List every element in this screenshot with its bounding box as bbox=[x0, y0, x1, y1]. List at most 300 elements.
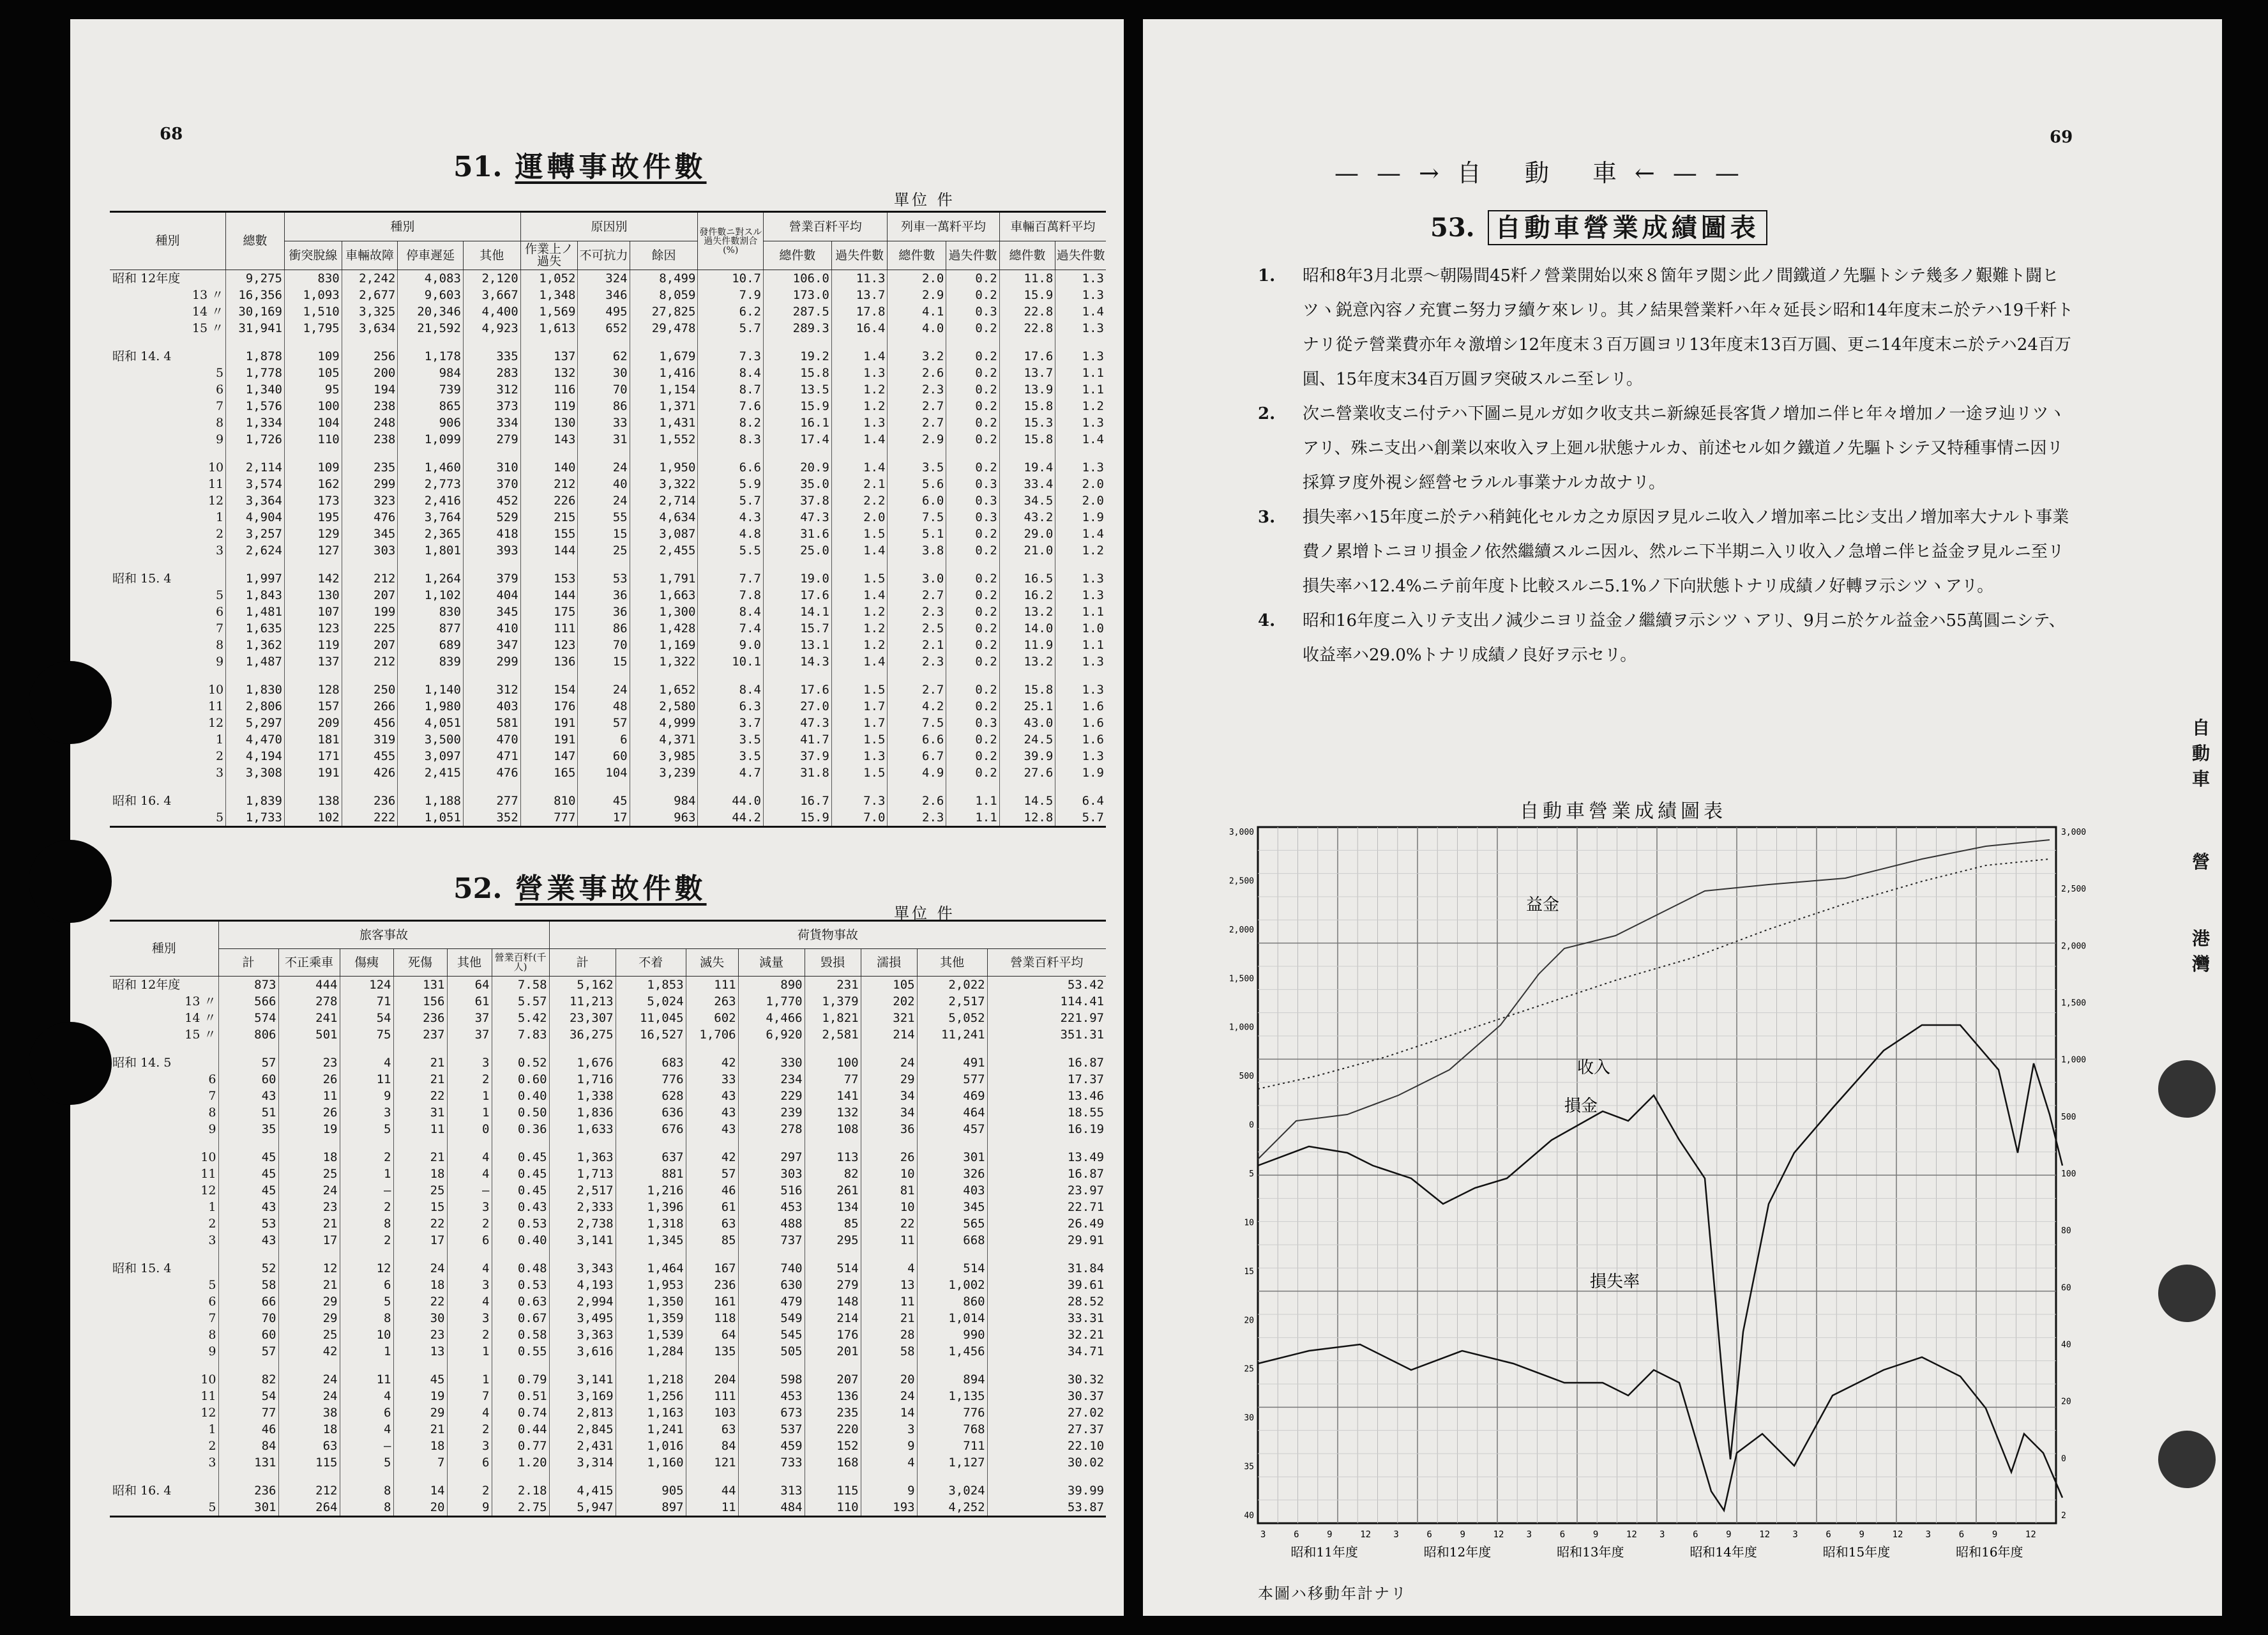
table-cell: 289.3 bbox=[764, 320, 832, 337]
table-cell: 142 bbox=[285, 559, 342, 587]
chart-footnote: 本圖ハ移動年計ナリ bbox=[1258, 1585, 1407, 1602]
business-results-chart bbox=[1220, 821, 2113, 1574]
table-cell: 3.7 bbox=[698, 715, 764, 731]
table-cell: 278 bbox=[278, 993, 340, 1010]
table-cell: 1,241 bbox=[616, 1421, 686, 1438]
table-cell: 207 bbox=[342, 637, 398, 653]
table-cell: 61 bbox=[447, 993, 492, 1010]
table-row bbox=[110, 337, 1106, 365]
table-cell: 5 bbox=[340, 1121, 393, 1137]
table-cell: 0.40 bbox=[492, 1088, 549, 1104]
table-cell: 20 bbox=[861, 1360, 917, 1388]
x-month-tick: 9 bbox=[1859, 1530, 1864, 1540]
table-cell: 776 bbox=[616, 1071, 686, 1088]
table-cell: 21 bbox=[861, 1310, 917, 1327]
table-cell: 373 bbox=[463, 398, 520, 414]
table-cell: 7.5 bbox=[888, 715, 946, 731]
table-cell: 2 bbox=[447, 1421, 492, 1438]
table-cell: 3,495 bbox=[549, 1310, 616, 1327]
table-cell: 830 bbox=[398, 604, 464, 620]
row-label: 7 bbox=[216, 399, 224, 413]
page-number-right: 69 bbox=[2050, 128, 2073, 147]
table-cell: 321 bbox=[861, 1010, 917, 1026]
table-cell: 453 bbox=[738, 1199, 805, 1215]
table-cell: 2.3 bbox=[888, 809, 946, 827]
table-cell: 2,773 bbox=[398, 476, 464, 492]
table-cell: 4 bbox=[447, 1293, 492, 1310]
table-cell: 27.37 bbox=[987, 1421, 1106, 1438]
table-cell: 877 bbox=[398, 620, 464, 637]
table-cell: 22 bbox=[393, 1293, 447, 1310]
x-year-label: 昭和15年度 bbox=[1822, 1544, 1891, 1560]
chart-grid bbox=[1258, 827, 2056, 1523]
table-cell: 4 bbox=[447, 1404, 492, 1421]
section-head-automobile: ——→自 動 車←—— bbox=[1334, 159, 1757, 187]
table-cell: 1,300 bbox=[630, 604, 698, 620]
table-cell: 30,169 bbox=[226, 303, 285, 320]
table-cell: 1,679 bbox=[630, 337, 698, 365]
t52-header-freight-col: 濡損 bbox=[861, 949, 917, 977]
table-cell: 5.5 bbox=[698, 542, 764, 559]
table-cell: 668 bbox=[917, 1232, 987, 1249]
table-cell: 43 bbox=[686, 1121, 738, 1137]
table-cell: 0.43 bbox=[492, 1199, 549, 1215]
table-cell: 3,141 bbox=[549, 1232, 616, 1249]
table-cell: 860 bbox=[917, 1293, 987, 1310]
table-cell: 21 bbox=[278, 1277, 340, 1293]
table-cell: 2,624 bbox=[226, 542, 285, 559]
row-label: 3 bbox=[216, 765, 224, 780]
table-cell: 105 bbox=[285, 365, 342, 381]
table-cell: 11 bbox=[340, 1360, 393, 1388]
table-cell: 1,801 bbox=[398, 542, 464, 559]
table-row bbox=[110, 542, 1106, 559]
table-cell: 21,592 bbox=[398, 320, 464, 337]
table-row bbox=[110, 1121, 1106, 1137]
x-year-label: 昭和12年度 bbox=[1423, 1544, 1492, 1560]
table-row bbox=[110, 715, 1106, 731]
table-cell: 222 bbox=[342, 809, 398, 827]
t51-header-type-group: 種別 bbox=[285, 212, 521, 241]
table-cell: 14.3 bbox=[764, 653, 832, 670]
table-cell: 171 bbox=[285, 748, 342, 764]
table-cell: 768 bbox=[917, 1421, 987, 1438]
table-row bbox=[110, 781, 1106, 809]
table-cell: 2,714 bbox=[630, 492, 698, 509]
left-axis-label: 1,000 bbox=[1228, 1023, 1254, 1033]
table-cell: 1,464 bbox=[616, 1249, 686, 1277]
table-cell: 24 bbox=[278, 1388, 340, 1404]
table-cell: 1.3 bbox=[831, 748, 888, 764]
row-label: 昭和 16. 4 bbox=[112, 1483, 172, 1498]
table-cell: 58 bbox=[861, 1343, 917, 1360]
table-cell: 3.5 bbox=[698, 748, 764, 764]
table-cell: 0.2 bbox=[946, 526, 999, 542]
table-cell: 129 bbox=[285, 526, 342, 542]
table-cell: 295 bbox=[805, 1232, 861, 1249]
table-cell: 264 bbox=[278, 1499, 340, 1517]
row-label: 5 bbox=[110, 809, 226, 827]
table-cell: 1,830 bbox=[226, 670, 285, 698]
table-cell: 963 bbox=[630, 809, 698, 827]
table-cell: 201 bbox=[805, 1343, 861, 1360]
table-cell: 0.2 bbox=[946, 431, 999, 448]
table-cell: 537 bbox=[738, 1421, 805, 1438]
x-year-label: 昭和11年度 bbox=[1290, 1544, 1358, 1560]
table-cell: 1,284 bbox=[616, 1343, 686, 1360]
table-cell: 1.3 bbox=[831, 365, 888, 381]
table-cell: 1,953 bbox=[616, 1277, 686, 1293]
table-cell: 8.4 bbox=[698, 365, 764, 381]
table-cell: 4,999 bbox=[630, 715, 698, 731]
table-cell: 1.3 bbox=[1055, 653, 1106, 670]
table-cell: 2,677 bbox=[342, 287, 398, 303]
table-cell: 36 bbox=[578, 587, 630, 604]
table-cell: 103 bbox=[686, 1404, 738, 1421]
table-cell: 299 bbox=[463, 653, 520, 670]
table-cell: 514 bbox=[917, 1249, 987, 1277]
note-item bbox=[1258, 604, 2075, 673]
t52-header-category: 種別 bbox=[110, 921, 218, 977]
table-cell: 17 bbox=[393, 1232, 447, 1249]
table-cell: 776 bbox=[917, 1404, 987, 1421]
table-cell: 4,415 bbox=[549, 1471, 616, 1499]
table-cell: 39.9 bbox=[999, 748, 1055, 764]
table-cell: 1,218 bbox=[616, 1360, 686, 1388]
table-row bbox=[110, 381, 1106, 398]
table-cell: 1.2 bbox=[831, 381, 888, 398]
table-cell: 48 bbox=[578, 698, 630, 715]
row-label: 3 bbox=[208, 1455, 216, 1470]
table-cell: 1.2 bbox=[1055, 398, 1106, 414]
table-cell: 121 bbox=[686, 1454, 738, 1471]
table-cell: 11,241 bbox=[917, 1026, 987, 1043]
table-cell: 5.6 bbox=[888, 476, 946, 492]
table-cell: 1,836 bbox=[549, 1104, 616, 1121]
table-cell: 598 bbox=[738, 1360, 805, 1388]
binder-hole bbox=[29, 661, 112, 744]
table-row bbox=[110, 492, 1106, 509]
table-cell: 84 bbox=[218, 1438, 278, 1454]
table-cell: 43 bbox=[218, 1232, 278, 1249]
table-cell: 1,135 bbox=[917, 1388, 987, 1404]
loss-rate-line bbox=[1258, 1344, 2062, 1510]
left-axis-label: 2,500 bbox=[1228, 876, 1254, 886]
table-row bbox=[110, 1071, 1106, 1088]
table-cell: 0.2 bbox=[946, 698, 999, 715]
table-cell: 323 bbox=[342, 492, 398, 509]
table-cell: 31.84 bbox=[987, 1249, 1106, 1277]
table-row bbox=[110, 1343, 1106, 1360]
table-cell: 370 bbox=[463, 476, 520, 492]
table-cell: 278 bbox=[738, 1121, 805, 1137]
table-cell: 22 bbox=[861, 1215, 917, 1232]
table-cell: 1 bbox=[447, 1104, 492, 1121]
table-cell: 2,114 bbox=[226, 448, 285, 476]
table-cell: 3,097 bbox=[398, 748, 464, 764]
table-cell: 52 bbox=[218, 1249, 278, 1277]
row-label: 1 bbox=[208, 1199, 216, 1214]
table-cell: 168 bbox=[805, 1454, 861, 1471]
table-cell: 3,239 bbox=[630, 764, 698, 781]
table-cell: 2 bbox=[340, 1232, 393, 1249]
table-cell: 19.2 bbox=[764, 337, 832, 365]
table-cell: 733 bbox=[738, 1454, 805, 1471]
table-cell: 0.2 bbox=[946, 653, 999, 670]
table-cell: 1.4 bbox=[831, 431, 888, 448]
table-cell: 1.4 bbox=[831, 448, 888, 476]
table-cell: 37.8 bbox=[764, 492, 832, 509]
table-cell: 4 bbox=[340, 1421, 393, 1438]
table-cell: 2.0 bbox=[888, 270, 946, 287]
table-cell: 13.2 bbox=[999, 604, 1055, 620]
x-month-tick: 12 bbox=[1493, 1530, 1504, 1540]
row-label: 6 bbox=[208, 1072, 216, 1086]
table-cell: 70 bbox=[578, 637, 630, 653]
table-cell: 8.3 bbox=[698, 431, 764, 448]
table-cell: 3,616 bbox=[549, 1343, 616, 1360]
table-cell: 25.0 bbox=[764, 542, 832, 559]
table-cell: 15.9 bbox=[764, 398, 832, 414]
table-cell: 111 bbox=[686, 977, 738, 994]
table-cell: 4.9 bbox=[888, 764, 946, 781]
t52-header-passenger-col: 計 bbox=[218, 949, 278, 977]
table-cell: 16,527 bbox=[616, 1026, 686, 1043]
table-cell: 514 bbox=[805, 1249, 861, 1277]
t51-header-car-col: 過失件數 bbox=[1055, 241, 1106, 270]
right-axis-label: 80 bbox=[2061, 1226, 2071, 1236]
table-cell: 2.7 bbox=[888, 670, 946, 698]
table-cell: 495 bbox=[578, 303, 630, 320]
table-cell: 17.37 bbox=[987, 1071, 1106, 1088]
table-cell: 905 bbox=[616, 1471, 686, 1499]
table-cell: 115 bbox=[805, 1471, 861, 1499]
table-cell: 241 bbox=[278, 1010, 340, 1026]
table-cell: 202 bbox=[861, 993, 917, 1010]
table-row bbox=[110, 620, 1106, 637]
table-cell: 13 bbox=[393, 1343, 447, 1360]
t51-header-total: 總數 bbox=[226, 212, 285, 270]
table-cell: 345 bbox=[917, 1199, 987, 1215]
table-cell: 334 bbox=[463, 414, 520, 431]
label-loss-rate: 損失率 bbox=[1590, 1272, 1640, 1291]
table-cell: 24 bbox=[578, 448, 630, 476]
table-cell: 63 bbox=[278, 1438, 340, 1454]
table-row bbox=[110, 1199, 1106, 1215]
table-cell: 464 bbox=[917, 1104, 987, 1121]
table-cell: 4 bbox=[447, 1166, 492, 1182]
table-cell: 740 bbox=[738, 1249, 805, 1277]
table-cell: 1,633 bbox=[549, 1121, 616, 1137]
table-cell: 379 bbox=[463, 559, 520, 587]
table-cell: 1,345 bbox=[616, 1232, 686, 1249]
table-cell: 57 bbox=[578, 715, 630, 731]
table-cell: 21 bbox=[278, 1215, 340, 1232]
table-53-title-text: 自動車營業成績圖表 bbox=[1488, 210, 1767, 245]
table-cell: 352 bbox=[463, 809, 520, 827]
table-cell: 1.1 bbox=[946, 809, 999, 827]
table-cell: 27.6 bbox=[999, 764, 1055, 781]
table-cell: 45 bbox=[218, 1137, 278, 1166]
table-cell: 15 bbox=[393, 1199, 447, 1215]
table-row bbox=[110, 1360, 1106, 1388]
label-income: 收入 bbox=[1577, 1058, 1611, 1077]
table-51-unit: 單位 件 bbox=[894, 191, 955, 209]
table-cell: 1.6 bbox=[1055, 715, 1106, 731]
table-cell: 144 bbox=[520, 542, 578, 559]
table-cell: 16.2 bbox=[999, 587, 1055, 604]
table-cell: 1,460 bbox=[398, 448, 464, 476]
table-cell: 4.7 bbox=[698, 764, 764, 781]
table-cell: 110 bbox=[285, 431, 342, 448]
table-cell: 10 bbox=[861, 1166, 917, 1182]
table-cell: 24 bbox=[278, 1182, 340, 1199]
table-row bbox=[110, 1421, 1106, 1438]
table-cell: 4,904 bbox=[226, 509, 285, 526]
side-tab: 營 bbox=[2191, 851, 2210, 872]
table-cell: 1,102 bbox=[398, 587, 464, 604]
table-cell: 351.31 bbox=[987, 1026, 1106, 1043]
table-cell: 21 bbox=[393, 1071, 447, 1088]
t51-header-category: 種別 bbox=[110, 212, 226, 270]
row-label: 2 bbox=[208, 1438, 216, 1453]
table-cell: 488 bbox=[738, 1215, 805, 1232]
right-axis-label: 100 bbox=[2061, 1169, 2076, 1179]
table-cell: 17.6 bbox=[764, 670, 832, 698]
table-cell: 17 bbox=[278, 1232, 340, 1249]
table-row bbox=[110, 414, 1106, 431]
table-cell: 545 bbox=[738, 1327, 805, 1343]
table-cell: 312 bbox=[463, 381, 520, 398]
table-cell: 20 bbox=[393, 1499, 447, 1517]
table-row bbox=[110, 1249, 1106, 1277]
x-month-tick: 6 bbox=[1294, 1530, 1299, 1540]
table-cell: 13.49 bbox=[987, 1137, 1106, 1166]
left-axis-label: 35 bbox=[1244, 1462, 1254, 1472]
table-cell: 1,093 bbox=[285, 287, 342, 303]
table-cell: 162 bbox=[285, 476, 342, 492]
table-cell: — bbox=[447, 1182, 492, 1199]
table-cell: 602 bbox=[686, 1010, 738, 1026]
table-cell: 8.4 bbox=[698, 604, 764, 620]
table-cell: 1,635 bbox=[226, 620, 285, 637]
table-cell: 36 bbox=[578, 604, 630, 620]
table-row bbox=[110, 559, 1106, 587]
table-cell: 3,574 bbox=[226, 476, 285, 492]
table-cell: 393 bbox=[463, 542, 520, 559]
table-cell: 7.5 bbox=[888, 509, 946, 526]
table-cell: 130 bbox=[520, 414, 578, 431]
table-cell: 516 bbox=[738, 1182, 805, 1199]
table-cell: 16.7 bbox=[764, 781, 832, 809]
table-cell: 42 bbox=[686, 1137, 738, 1166]
t52-header-passenger-col: 其他 bbox=[447, 949, 492, 977]
table-cell: 0.2 bbox=[946, 637, 999, 653]
table-cell: 20,346 bbox=[398, 303, 464, 320]
t52-header-passenger-group: 旅客事故 bbox=[218, 921, 549, 949]
table-cell: 30.02 bbox=[987, 1454, 1106, 1471]
table-cell: 0.2 bbox=[946, 270, 999, 287]
table-cell: 34 bbox=[861, 1104, 917, 1121]
left-axis-label: 25 bbox=[1244, 1364, 1254, 1374]
table-cell: 13.1 bbox=[764, 637, 832, 653]
binder-hole bbox=[29, 1022, 112, 1105]
left-axis-label: 10 bbox=[1244, 1218, 1254, 1228]
t51-header-cause-group: 原因別 bbox=[520, 212, 698, 241]
table-cell: 7.3 bbox=[831, 781, 888, 809]
table-cell: 894 bbox=[917, 1360, 987, 1388]
table-cell: 24 bbox=[578, 492, 630, 509]
table-cell: 1,322 bbox=[630, 653, 698, 670]
table-cell: 25 bbox=[578, 542, 630, 559]
table-cell: 261 bbox=[805, 1182, 861, 1199]
table-row bbox=[110, 1293, 1106, 1310]
table-cell: 124 bbox=[340, 977, 393, 994]
table-cell: — bbox=[340, 1438, 393, 1454]
table-row bbox=[110, 320, 1106, 337]
table-cell: 46 bbox=[218, 1421, 278, 1438]
table-cell: 2.7 bbox=[888, 414, 946, 431]
table-cell: 29.0 bbox=[999, 526, 1055, 542]
table-cell: 60 bbox=[218, 1327, 278, 1343]
table-cell: 1,338 bbox=[549, 1088, 616, 1104]
table-cell: 1.5 bbox=[831, 731, 888, 748]
table-cell: 191 bbox=[520, 731, 578, 748]
table-row bbox=[110, 1043, 1106, 1071]
profit-upper-line bbox=[1258, 1025, 2062, 1459]
table-cell: 15.8 bbox=[999, 431, 1055, 448]
table-cell: 47.3 bbox=[764, 715, 832, 731]
table-cell: 18.55 bbox=[987, 1104, 1106, 1121]
table-cell: 330 bbox=[738, 1043, 805, 1071]
table-cell: 17.4 bbox=[764, 431, 832, 448]
table-cell: 906 bbox=[398, 414, 464, 431]
table-cell: 136 bbox=[520, 653, 578, 670]
table-cell: 0.40 bbox=[492, 1232, 549, 1249]
table-cell: 123 bbox=[520, 637, 578, 653]
table-cell: 346 bbox=[578, 287, 630, 303]
table-cell: 1,359 bbox=[616, 1310, 686, 1327]
table-cell: 2 bbox=[447, 1327, 492, 1343]
table-cell: 70 bbox=[578, 381, 630, 398]
table-cell: 13.7 bbox=[831, 287, 888, 303]
table-cell: 43 bbox=[686, 1088, 738, 1104]
table-cell: 54 bbox=[218, 1388, 278, 1404]
table-cell: — bbox=[340, 1182, 393, 1199]
table-cell: 0.45 bbox=[492, 1137, 549, 1166]
table-cell: 5,297 bbox=[226, 715, 285, 731]
table-cell: 77 bbox=[218, 1404, 278, 1421]
table-row bbox=[110, 1310, 1106, 1327]
right-axis-label: 60 bbox=[2061, 1283, 2071, 1293]
table-cell: 266 bbox=[342, 698, 398, 715]
table-cell: 1,051 bbox=[398, 809, 464, 827]
table-cell: 22.10 bbox=[987, 1438, 1106, 1454]
table-cell: 212 bbox=[278, 1471, 340, 1499]
table-cell: 37 bbox=[447, 1026, 492, 1043]
table-cell: 6,920 bbox=[738, 1026, 805, 1043]
table-cell: 21 bbox=[393, 1137, 447, 1166]
table-cell: 14.1 bbox=[764, 604, 832, 620]
table-cell: 123 bbox=[285, 620, 342, 637]
table-cell: 119 bbox=[520, 398, 578, 414]
table-cell: 137 bbox=[285, 653, 342, 670]
table-cell: 3 bbox=[447, 1438, 492, 1454]
table-cell: 57 bbox=[686, 1166, 738, 1182]
table-cell: 0.74 bbox=[492, 1404, 549, 1421]
table-cell: 3 bbox=[447, 1199, 492, 1215]
table-cell: 1.2 bbox=[831, 604, 888, 620]
